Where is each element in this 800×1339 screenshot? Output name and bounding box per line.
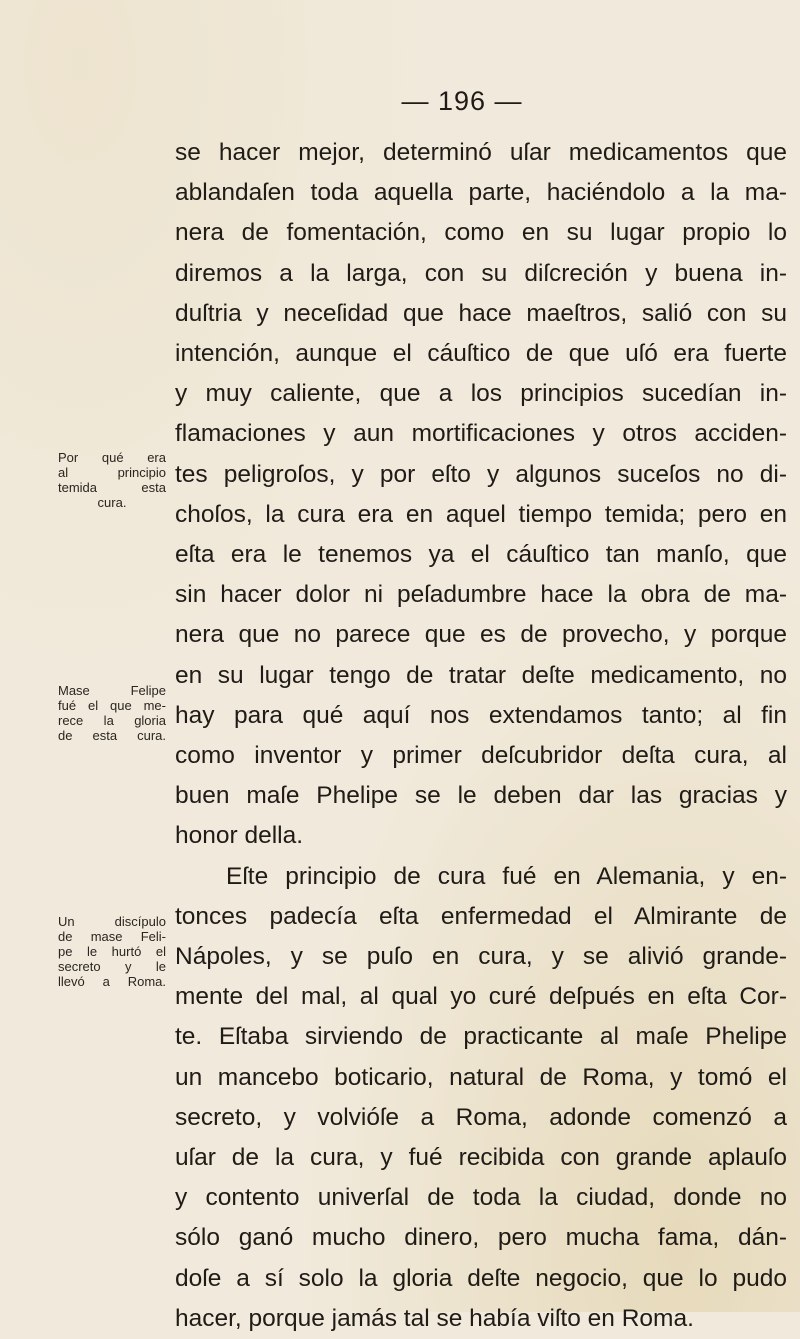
text-line: y contento univerſal de toda la ciudad, donde no: [175, 1184, 787, 1212]
text-line: uſar de la cura, y fué recibida con grande aplauſo: [175, 1144, 787, 1172]
text-line: tonces padecía eſta enfermedad el Almirante de: [175, 902, 787, 930]
text-line: flamaciones y aun mortificaciones y otros acciden-: [175, 420, 787, 448]
text-line: Nápoles, y se puſo en cura, y se alivió grande-: [175, 943, 787, 971]
margin-note-line: Por qué era: [58, 450, 166, 465]
margin-note-line: Un discípulo: [58, 914, 166, 929]
margin-note-line: llevó a Roma.: [58, 974, 166, 989]
text-line: ablandaſen toda aquella parte, haciéndolo a la ma-: [175, 179, 787, 207]
margin-note-line: de esta cura.: [58, 728, 166, 743]
margin-note-line: al principio: [58, 465, 166, 480]
margin-note-line: fué el que me-: [58, 698, 166, 713]
paragraph-start-line: Eſte principio de cura fué en Alemania, y en-: [226, 862, 787, 890]
margin-note-disciple: [58, 914, 166, 989]
margin-note-line: rece la gloria: [58, 713, 166, 728]
text-line: hay para qué aquí nos extendamos tanto; al fin: [175, 701, 787, 729]
text-line: intención, aunque el cáuſtico de que uſó era fuerte: [175, 340, 787, 368]
text-line: duſtria y neceſidad que hace maeſtros, salió con su: [175, 299, 787, 327]
margin-note-line: temida esta: [58, 480, 166, 495]
text-line: hacer, porque jamás tal se había viſto en Roma.: [175, 1304, 694, 1332]
text-line: nera de fomentación, como en su lugar propio lo: [175, 219, 787, 247]
text-line: eſta era le tenemos ya el cáuſtico tan manſo, que: [175, 541, 787, 569]
page-number: — 196 —: [401, 86, 523, 116]
text-line: te. Eſtaba sirviendo de practicante al maſe Phelipe: [175, 1023, 787, 1051]
margin-note-line: Mase Felipe: [58, 683, 166, 698]
text-line: diremos a la larga, con su diſcreción y buena in-: [175, 259, 787, 287]
margin-note-line: cura.: [97, 495, 127, 510]
margin-note-mase-felipe: [58, 683, 166, 743]
text-line: sin hacer dolor ni peſadumbre hace la obra de ma-: [175, 581, 787, 609]
text-line: nera que no parece que es de provecho, y porque: [175, 621, 787, 649]
text-line: sólo ganó mucho dinero, pero mucha fama, dán-: [175, 1224, 787, 1252]
body-text: [175, 133, 787, 1339]
margin-note-feared-cure: [58, 450, 166, 510]
text-line: choſos, la cura era en aquel tiempo temida; pero en: [175, 500, 787, 528]
text-line: como inventor y primer deſcubridor deſta cura, al: [175, 742, 787, 770]
margin-note-line: de mase Feli-: [58, 929, 166, 944]
margin-note-line: pe le hurtó el: [58, 944, 166, 959]
text-line: doſe a sí solo la gloria deſte negocio, que lo pudo: [175, 1264, 787, 1292]
text-line: y muy caliente, que a los principios sucedían in-: [175, 380, 787, 408]
text-line: un mancebo boticario, natural de Roma, y tomó el: [175, 1063, 787, 1091]
margin-note-line: secreto y le: [58, 959, 166, 974]
text-line: en su lugar tengo de tratar deſte medicamento, no: [175, 661, 787, 689]
text-line: honor della.: [175, 822, 304, 850]
text-line: tes peligroſos, y por eſto y algunos suceſos no di-: [175, 460, 787, 488]
text-line: secreto, y volvióſe a Roma, adonde comenzó a: [175, 1103, 787, 1131]
text-line: se hacer mejor, determinó uſar medicamentos que: [175, 139, 787, 166]
text-line: buen maſe Phelipe se le deben dar las gracias y: [175, 782, 787, 810]
text-line: mente del mal, al qual yo curé deſpués en eſta Cor-: [175, 983, 787, 1011]
